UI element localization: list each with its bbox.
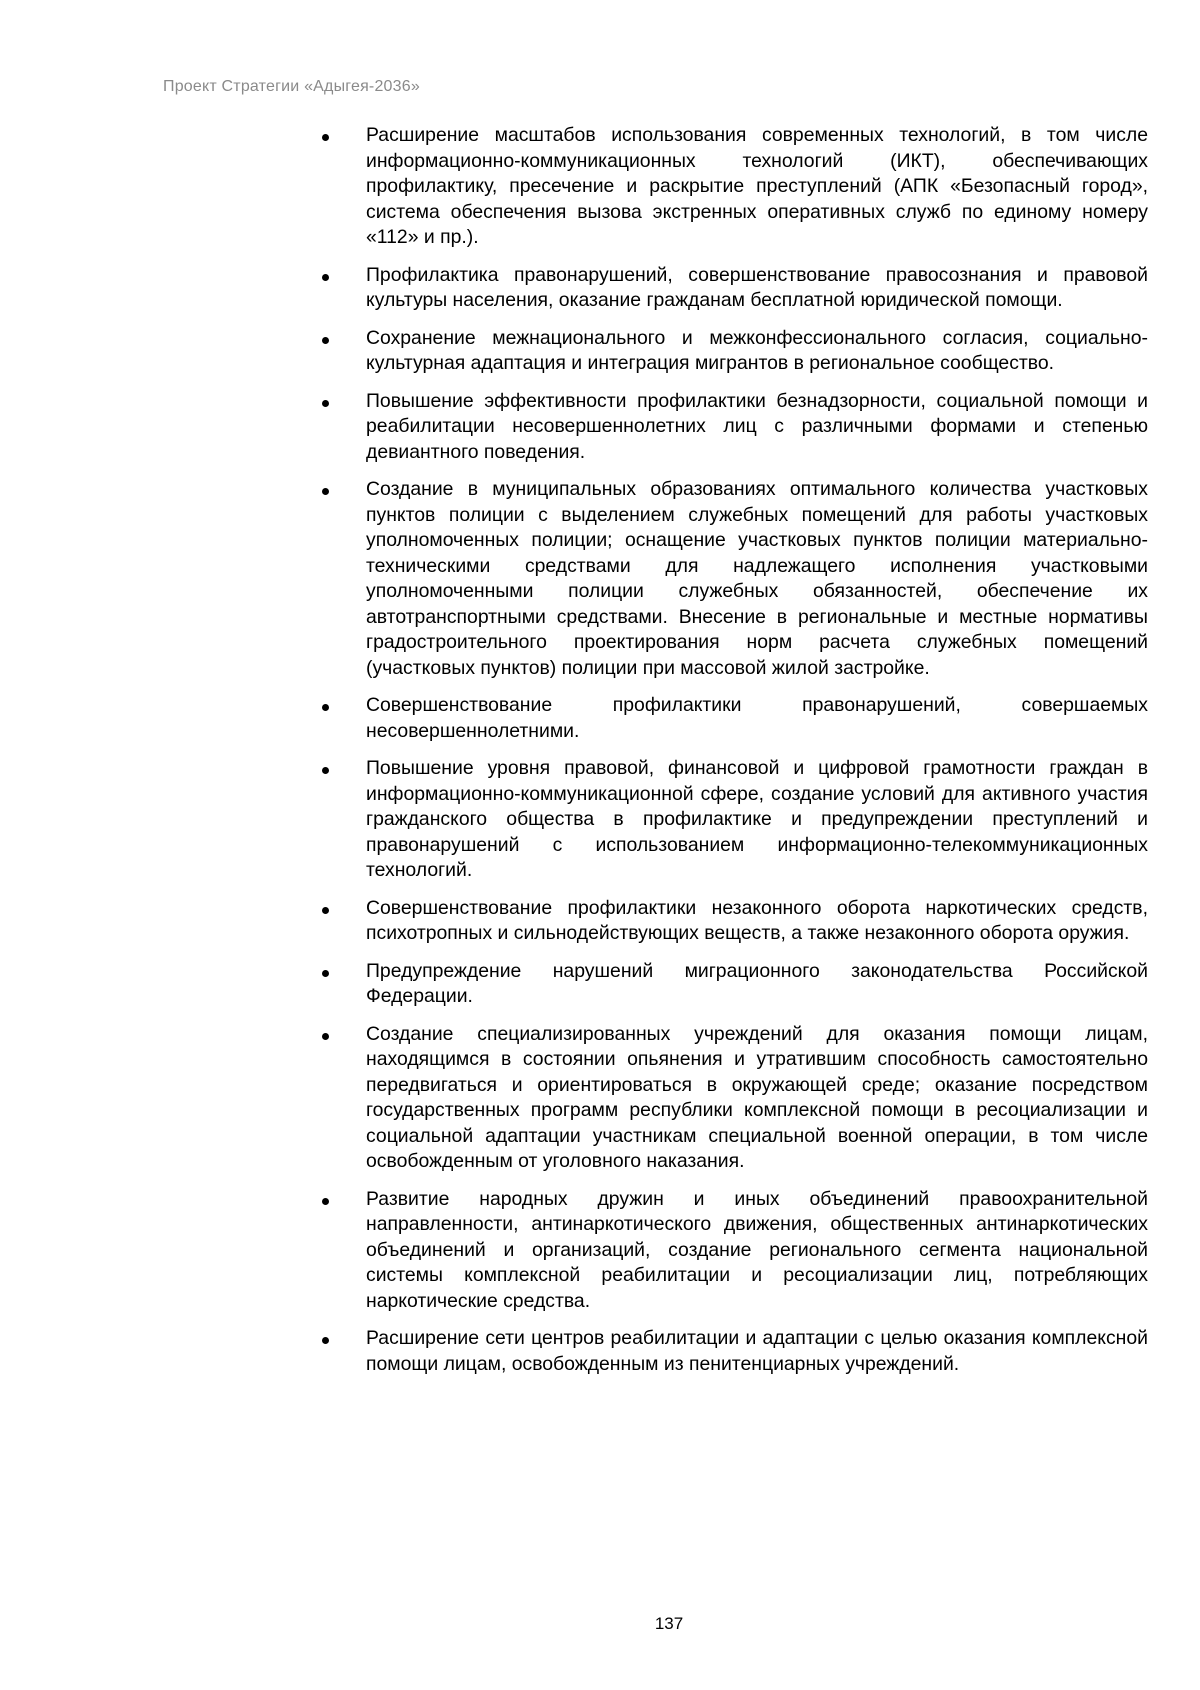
- list-item-text: Расширение масштабов использования современных технологий, в том числе информационно-коммуникационных технологий (ИКТ), обеспечивающих профилактику, пресечение и раскрытие преступлений (АПК «Безопасный город», система обеспечения вызова экстренных оперативных служб по единому номеру «112» и пр.).: [366, 124, 1148, 248]
- list-item: [322, 959, 1148, 1010]
- list-item-text: Профилактика правонарушений, совершенствование правосознания и правовой культуры населения, оказание гражданам бесплатной юридической помощи.: [366, 263, 1148, 311]
- list-item: [322, 389, 1148, 466]
- list-item-text: Расширение сети центров реабилитации и адаптации с целью оказания комплексной помощи лицам, освобожденным из пенитенциарных учреждений.: [366, 1327, 1148, 1375]
- bullet-dot-icon: [322, 1337, 329, 1344]
- bullet-list: [322, 123, 1148, 1389]
- list-item: [322, 123, 1148, 251]
- list-item: [322, 263, 1148, 314]
- list-item: [322, 756, 1148, 884]
- list-item-text: Создание специализированных учреждений для оказания помощи лицам, находящимся в состоянии опьянения и утратившим способность самостоятельно передвигаться и ориентироваться в окружающей среде; оказание посредством государственных программ республики комплексной помощи в ресоциализации и социальной адаптации участникам специальной военной операции, в том числе освобожденным от уголовного наказания.: [366, 1022, 1148, 1172]
- list-item: [322, 1022, 1148, 1175]
- list-item: [322, 477, 1148, 681]
- bullet-dot-icon: [322, 400, 329, 407]
- bullet-dot-icon: [322, 907, 329, 914]
- list-item-text: Повышение уровня правовой, финансовой и цифровой грамотности граждан в информационно-коммуникационной сфере, создание условий для активного участия гражданского общества в профилактике и предупреждении преступлений и правонарушений с использованием информационно-телекоммуникационных технологий.: [366, 757, 1148, 881]
- bullet-dot-icon: [322, 337, 329, 344]
- list-item-text: Предупреждение нарушений миграционного законодательства Российской Федерации.: [366, 959, 1148, 1007]
- page-number: 137: [654, 1614, 684, 1633]
- list-item: [322, 326, 1148, 377]
- list-item-text: Сохранение межнационального и межконфессионального согласия, социально-культурная адаптация и интеграция мигрантов в региональное сообщество.: [366, 326, 1148, 374]
- bullet-dot-icon: [322, 1198, 329, 1205]
- bullet-dot-icon: [322, 704, 329, 711]
- list-item-text: Повышение эффективности профилактики безнадзорности, социальной помощи и реабилитации несовершеннолетних лиц с различными формами и степенью девиантного поведения.: [366, 389, 1148, 463]
- list-item: [322, 896, 1148, 947]
- bullet-dot-icon: [322, 488, 329, 495]
- bullet-dot-icon: [322, 970, 329, 977]
- list-item-text: Совершенствование профилактики незаконного оборота наркотических средств, психотропных и сильнодействующих веществ, а также незаконного оборота оружия.: [366, 896, 1148, 944]
- list-item: [322, 1187, 1148, 1315]
- bullet-dot-icon: [322, 134, 329, 141]
- list-item-text: Создание в муниципальных образованиях оптимального количества участковых пунктов полиции с выделением служебных помещений для работы участковых уполномоченных полиции; оснащение участковых пунктов полиции материально-техническими средствами для надлежащего исполнения участковыми уполномоченными полиции служебных обязанностей, обеспечение их автотранспортными средствами. Внесение в региональные и местные нормативы градостроительного проектирования норм расчета служебных помещений (участковых пунктов) полиции при массовой жилой застройке.: [366, 478, 1148, 679]
- list-item: [322, 1326, 1148, 1377]
- bullet-dot-icon: [322, 1033, 329, 1040]
- running-header: Проект Стратегии «Адыгея-2036»: [163, 78, 420, 95]
- bullet-dot-icon: [322, 274, 329, 281]
- list-item-text: Развитие народных дружин и иных объединений правоохранительной направленности, антинаркотического движения, общественных антинаркотических объединений и организаций, создание регионального сегмента национальной системы комплексной реабилитации и ресоциализации лиц, потребляющих наркотические средства.: [366, 1187, 1148, 1312]
- list-item: [322, 693, 1148, 744]
- list-item-text: Совершенствование профилактики правонарушений, совершаемых несовершеннолетними.: [366, 694, 1148, 742]
- bullet-dot-icon: [322, 767, 329, 774]
